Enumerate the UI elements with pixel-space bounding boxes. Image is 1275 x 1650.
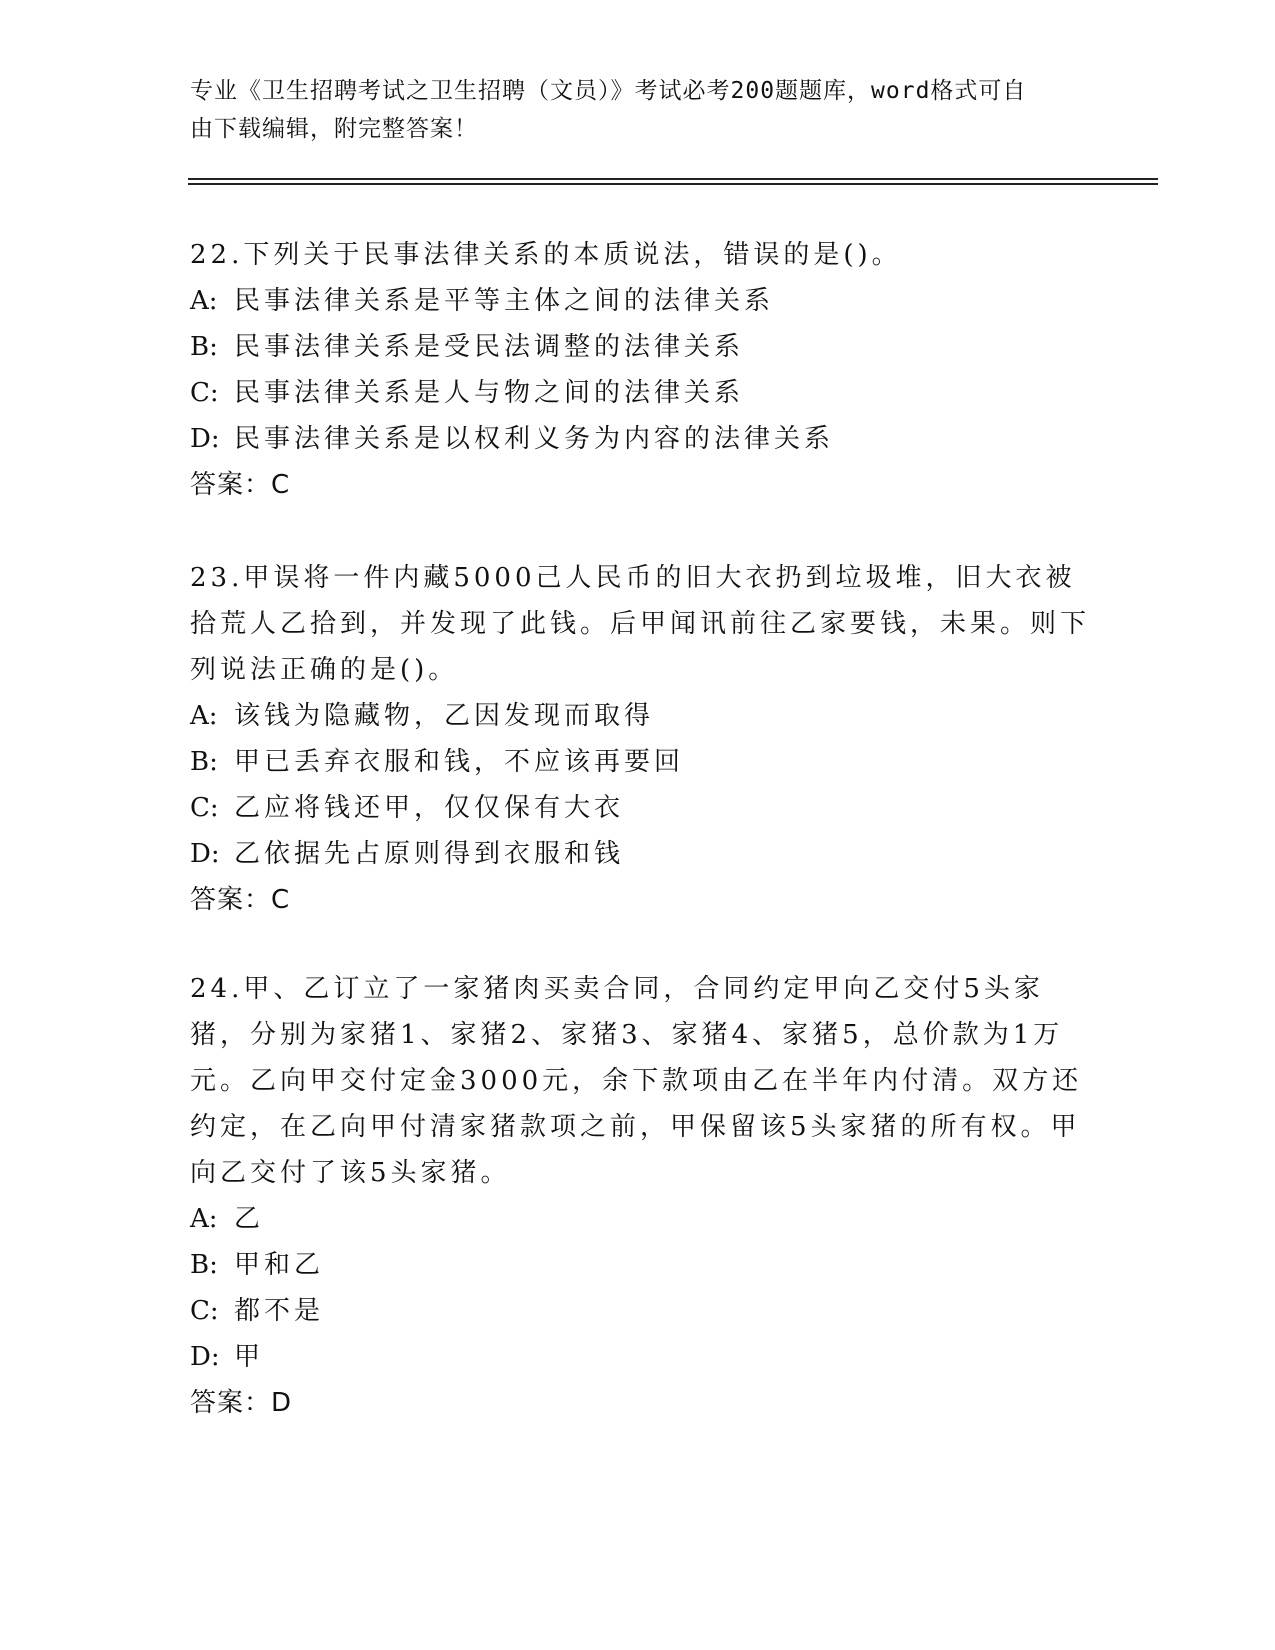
question-text: 22.下列关于民事法律关系的本质说法，错误的是()。 bbox=[190, 240, 902, 270]
option-c bbox=[190, 785, 1090, 831]
option-c bbox=[190, 1288, 1090, 1334]
option-d bbox=[190, 831, 1090, 877]
option-key: D: bbox=[190, 839, 220, 869]
answer-line: 答案：C bbox=[190, 470, 291, 500]
option-text: 民事法律关系是以权利义务为内容的法律关系 bbox=[234, 424, 835, 454]
question-22 bbox=[190, 232, 1090, 508]
option-key: A: bbox=[190, 1204, 218, 1234]
question-24 bbox=[190, 966, 1090, 1426]
option-key: D: bbox=[190, 424, 220, 454]
option-key: A: bbox=[190, 286, 218, 316]
option-d bbox=[190, 416, 1090, 462]
question-23 bbox=[190, 555, 1090, 923]
option-key: D: bbox=[190, 1342, 220, 1372]
question-text: 23.甲误将一件内藏5000己人民币的旧大衣扔到垃圾堆，旧大衣被拾荒人乙拾到，并发现了此钱。后甲闻讯前往乙家要钱，未果。则下列说法正确的是()。 bbox=[190, 563, 1091, 685]
option-text: 都不是 bbox=[234, 1296, 325, 1326]
option-key: B: bbox=[190, 332, 218, 362]
answer-line: 答案：D bbox=[190, 1388, 293, 1418]
question-text: 24.甲、乙订立了一家猪肉买卖合同，合同约定甲向乙交付5头家猪，分别为家猪1、家猪2、家猪3、家猪4、家猪5，总价款为1万元。乙向甲交付定金3000元，余下款项由乙在半年内付清。双方还约定，在乙向甲付清家猪款项之前，甲保留该5头家猪的所有权。甲向乙交付了该5头家猪。 bbox=[190, 974, 1083, 1188]
option-a bbox=[190, 1196, 1090, 1242]
option-b bbox=[190, 1242, 1090, 1288]
option-key: B: bbox=[190, 1250, 218, 1280]
option-b bbox=[190, 324, 1090, 370]
option-text: 乙 bbox=[234, 1204, 265, 1234]
header-divider-top bbox=[188, 178, 1158, 180]
option-text: 民事法律关系是平等主体之间的法律关系 bbox=[234, 286, 775, 316]
option-key: A: bbox=[190, 701, 218, 731]
option-c bbox=[190, 370, 1090, 416]
answer-line: 答案：C bbox=[190, 885, 291, 915]
option-b bbox=[190, 739, 1090, 785]
option-d bbox=[190, 1334, 1090, 1380]
header-line-2: 由下载编辑，附完整答案！ bbox=[190, 116, 478, 142]
option-text: 甲 bbox=[234, 1342, 265, 1372]
option-a bbox=[190, 693, 1090, 739]
option-a bbox=[190, 278, 1090, 324]
option-key: C: bbox=[190, 793, 219, 823]
option-text: 乙依据先占原则得到衣服和钱 bbox=[234, 839, 625, 869]
option-text: 该钱为隐藏物，乙因发现而取得 bbox=[234, 701, 655, 731]
document-header bbox=[190, 72, 1090, 148]
option-text: 甲已丢弃衣服和钱，不应该再要回 bbox=[234, 747, 685, 777]
option-text: 甲和乙 bbox=[234, 1250, 325, 1280]
option-text: 民事法律关系是受民法调整的法律关系 bbox=[234, 332, 745, 362]
option-text: 民事法律关系是人与物之间的法律关系 bbox=[234, 378, 745, 408]
option-key: C: bbox=[190, 1296, 219, 1326]
header-line-1: 专业《卫生招聘考试之卫生招聘（文员）》考试必考200题题库，word格式可自 bbox=[190, 78, 1027, 104]
option-text: 乙应将钱还甲，仅仅保有大衣 bbox=[234, 793, 625, 823]
option-key: C: bbox=[190, 378, 219, 408]
header-divider-bottom bbox=[188, 183, 1158, 185]
option-key: B: bbox=[190, 747, 218, 777]
